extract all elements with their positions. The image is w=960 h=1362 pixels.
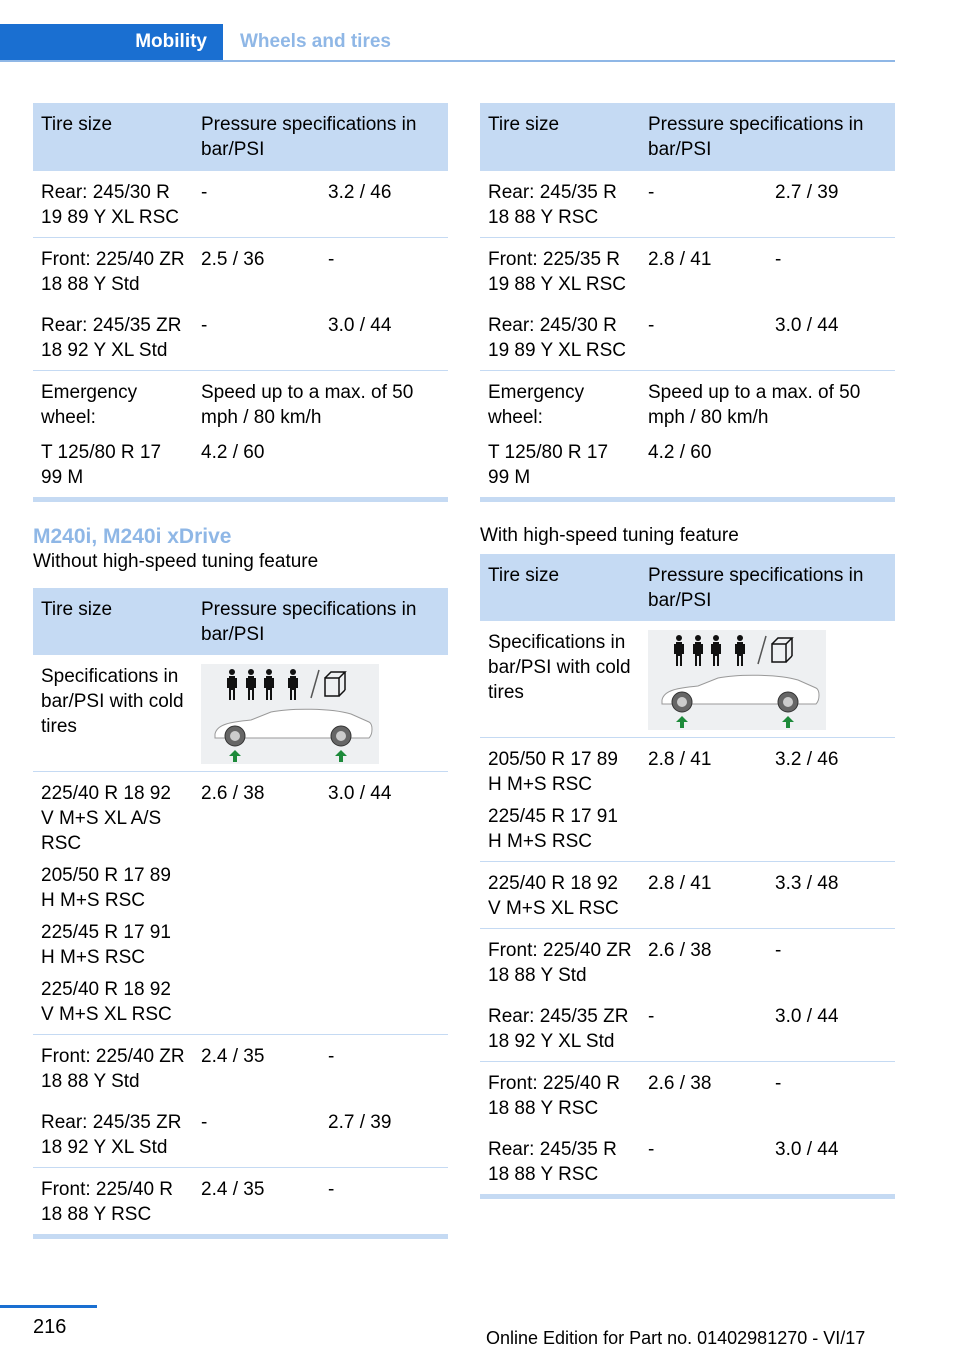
tire-size-cell: T 125/80 R 17 99 M (41, 442, 162, 488)
tire-size-group-cell (33, 772, 193, 1035)
load-diagram-cell (193, 655, 448, 772)
load-diagram-cell (640, 621, 895, 738)
emergency-speed-note: Speed up to a max. of 50 mph / 80 km/h (193, 371, 448, 438)
left-column (33, 103, 448, 1239)
table-row (33, 772, 448, 1035)
table-row (480, 1128, 895, 1194)
tire-pressure-table-high-speed (480, 554, 895, 1194)
pressure-cell: 2.7 / 39 (767, 171, 895, 238)
tire-pressure-table-continued (33, 103, 448, 497)
tire-pressure-table-continued (480, 103, 895, 497)
car-occupants-icon (201, 664, 379, 764)
header-rule (0, 60, 895, 62)
pressure-cell: - (648, 1139, 655, 1160)
pressure-cell: 4.2 / 60 (648, 442, 712, 463)
pressure-cell: - (648, 1006, 655, 1027)
section-subtitle: With high-speed tuning feature (480, 525, 739, 546)
table-row (33, 238, 448, 305)
header-tire-size: Tire size (480, 554, 640, 621)
pressure-cell: 4.2 / 60 (201, 442, 265, 463)
vehicle-load-diagram (648, 630, 826, 730)
header-pressure: Pressure specifications in bar/PSI (640, 554, 895, 621)
pressure-cell: 2.4 / 35 (193, 1035, 320, 1102)
emergency-row (33, 371, 448, 438)
table-row (480, 929, 895, 996)
section-title-m240i: M240i, M240i xDrive (33, 525, 232, 548)
table-row (480, 1062, 895, 1129)
tire-size-cell: Front: 225/40 R 18 88 Y RSC (480, 1062, 640, 1129)
tire-size-cell: Front: 225/40 ZR 18 88 Y Std (33, 1035, 193, 1102)
tire-size-entry: 205/50 R 17 89 H M+S RSC (41, 865, 171, 911)
pressure-cell: 3.2 / 46 (320, 171, 448, 238)
pressure-cell: 3.0 / 44 (775, 1006, 839, 1027)
vehicle-load-diagram (201, 664, 379, 764)
pressure-cell: 2.4 / 35 (193, 1168, 320, 1235)
table-row (33, 171, 448, 238)
table-end-rule (480, 1194, 895, 1199)
pressure-cell: - (640, 171, 767, 238)
car-occupants-icon (648, 630, 826, 730)
pressure-cell: - (320, 238, 448, 305)
emergency-speed-note: Speed up to a max. of 50 mph / 80 km/h (640, 371, 895, 438)
table-end-rule (33, 1234, 448, 1239)
tire-size-entry: 225/40 R 18 92 V M+S XL A/S RSC (41, 783, 171, 854)
pressure-cell: 3.0 / 44 (328, 315, 392, 336)
header-pressure: Pressure specifications in bar/PSI (193, 588, 448, 655)
pressure-cell: 3.0 / 44 (775, 315, 839, 336)
pressure-cell: - (201, 315, 208, 336)
tire-size-cell: Rear: 245/35 ZR 18 92 Y XL Std (488, 1006, 629, 1052)
emergency-row (480, 437, 895, 497)
table-row (33, 655, 448, 772)
table-row (480, 304, 895, 371)
tire-size-cell: Front: 225/40 R 18 88 Y RSC (33, 1168, 193, 1235)
table-row (480, 995, 895, 1062)
tire-size-cell: 225/40 R 18 92 V M+S XL RSC (480, 862, 640, 929)
pressure-cell: 2.7 / 39 (328, 1112, 392, 1133)
emergency-row (33, 437, 448, 497)
table-row (33, 304, 448, 371)
tire-size-cell: Rear: 245/35 R 18 88 Y RSC (480, 171, 640, 238)
header-pressure: Pressure specifications in bar/PSI (193, 103, 448, 171)
tire-size-entry: 225/40 R 18 92 V M+S XL RSC (41, 979, 172, 1025)
pressure-cell: - (193, 171, 320, 238)
tire-size-cell: Rear: 245/35 R 18 88 Y RSC (488, 1139, 617, 1185)
section-subtitle: Without high-speed tuning feature (33, 551, 319, 572)
pressure-cell: 2.8 / 41 (640, 862, 767, 929)
pressure-cell: 3.0 / 44 (320, 772, 448, 1035)
table-row (33, 1168, 448, 1235)
pressure-cell: 2.6 / 38 (640, 929, 767, 996)
tire-size-entry: 225/45 R 17 91 H M+S RSC (488, 806, 618, 852)
spec-label-cell: Specifications in bar/PSI with cold tires (41, 666, 184, 737)
tire-size-cell: Front: 225/35 R 19 88 Y XL RSC (480, 238, 640, 305)
pressure-cell: - (320, 1035, 448, 1102)
pressure-cell: 3.0 / 44 (775, 1139, 839, 1160)
header-tire-size: Tire size (33, 588, 193, 655)
tire-size-cell: Rear: 245/35 ZR 18 92 Y XL Std (41, 315, 182, 361)
tire-size-cell: Rear: 245/30 R 19 89 Y XL RSC (488, 315, 627, 361)
pressure-cell: - (767, 238, 895, 305)
edition-note: Online Edition for Part no. 01402981270 - VI/17 (486, 1328, 866, 1348)
pressure-cell: 2.6 / 38 (640, 1062, 767, 1129)
tire-size-group-cell (480, 738, 640, 862)
emergency-row (480, 371, 895, 438)
pressure-cell: - (767, 1062, 895, 1129)
tire-size-cell: Front: 225/40 ZR 18 88 Y Std (33, 238, 193, 305)
emergency-wheel-label: Emergency wheel: (480, 371, 640, 438)
pressure-cell: - (648, 315, 655, 336)
header-tire-size: Tire size (33, 103, 193, 171)
table-row (33, 1101, 448, 1168)
tire-size-cell: T 125/80 R 17 99 M (488, 442, 609, 488)
table-row (480, 238, 895, 305)
footer-rule (0, 1305, 97, 1308)
pressure-cell: 2.8 / 41 (640, 238, 767, 305)
right-column (480, 103, 895, 1199)
chapter-tab-mobility[interactable]: Mobility (0, 24, 223, 60)
header-tire-size: Tire size (480, 103, 640, 171)
pressure-cell: 3.3 / 48 (767, 862, 895, 929)
pressure-cell: 2.6 / 38 (193, 772, 320, 1035)
tire-size-cell: Front: 225/40 ZR 18 88 Y Std (480, 929, 640, 996)
page-header (0, 24, 895, 62)
pressure-cell: 2.8 / 41 (640, 738, 767, 862)
pressure-cell: - (320, 1168, 448, 1235)
page-number: 216 (33, 1316, 67, 1338)
tire-pressure-table-m240i (33, 588, 448, 1234)
pressure-cell: 3.2 / 46 (767, 738, 895, 862)
tire-size-entry: 225/45 R 17 91 H M+S RSC (41, 922, 171, 968)
emergency-wheel-label: Emergency wheel: (33, 371, 193, 438)
table-row (480, 621, 895, 738)
table-row (480, 171, 895, 238)
pressure-cell: - (767, 929, 895, 996)
tire-size-cell: Rear: 245/30 R 19 89 Y XL RSC (33, 171, 193, 238)
pressure-cell: 2.5 / 36 (193, 238, 320, 305)
pressure-cell: - (201, 1112, 208, 1133)
table-row (480, 738, 895, 862)
spec-label-cell: Specifications in bar/PSI with cold tires (488, 632, 631, 703)
header-pressure: Pressure specifications in bar/PSI (640, 103, 895, 171)
section-tab-wheels-and-tires[interactable]: Wheels and tires (240, 31, 391, 52)
table-row (480, 862, 895, 929)
tire-size-cell: Rear: 245/35 ZR 18 92 Y XL Std (41, 1112, 182, 1158)
table-row (33, 1035, 448, 1102)
tire-size-entry: 205/50 R 17 89 H M+S RSC (488, 749, 618, 795)
